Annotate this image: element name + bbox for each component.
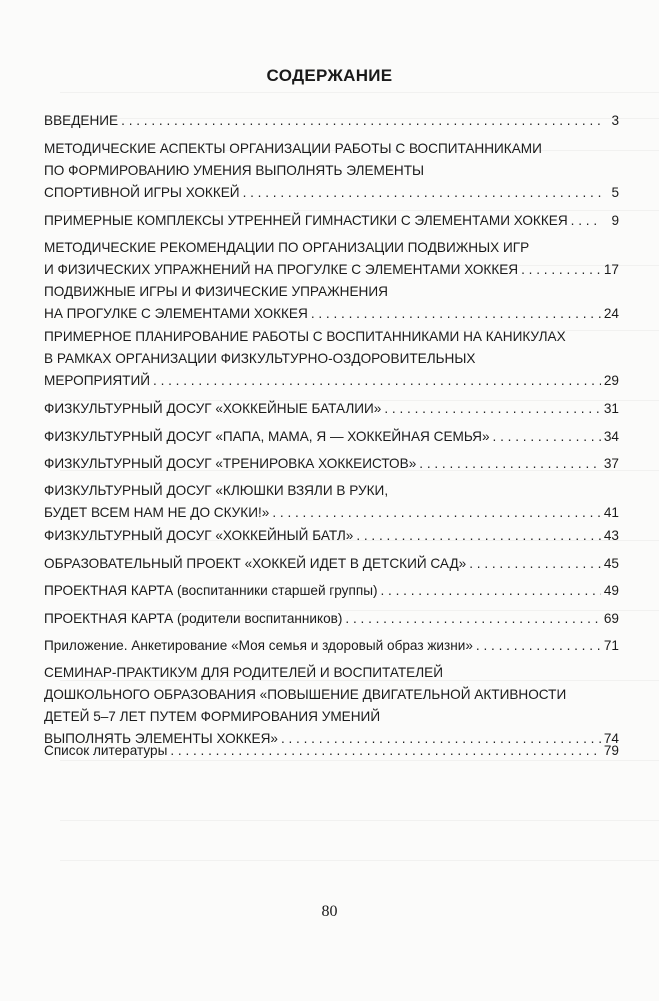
dot-leader bbox=[521, 259, 601, 281]
toc-entry-title-line: ОБРАЗОВАТЕЛЬНЫЙ ПРОЕКТ «ХОККЕЙ ИДЕТ В ДЕТСКИЙ САД» bbox=[44, 556, 467, 571]
toc-page-number: 74 bbox=[603, 731, 619, 746]
toc-entry-title-line: ФИЗКУЛЬТУРНЫЙ ДОСУГ «ХОККЕЙНЫЙ БАТЛ» bbox=[44, 528, 354, 543]
dot-leader bbox=[121, 110, 602, 132]
toc-entry-title-line: И ФИЗИЧЕСКИХ УПРАЖНЕНИЙ НА ПРОГУЛКЕ С ЭЛЕМЕНТАМИ ХОККЕЯ bbox=[44, 262, 519, 277]
toc-entry-title-line: ФИЗКУЛЬТУРНЫЙ ДОСУГ «ХОККЕЙНЫЕ БАТАЛИИ» bbox=[44, 401, 382, 416]
toc-page-number: 41 bbox=[603, 505, 619, 520]
toc-entry-title-line: СЕМИНАР-ПРАКТИКУМ ДЛЯ РОДИТЕЛЕЙ И ВОСПИТАТЕЛЕЙ bbox=[44, 665, 443, 680]
toc-page-number: 49 bbox=[603, 583, 619, 598]
toc-entry-title-line: НА ПРОГУЛКЕ С ЭЛЕМЕНТАМИ ХОККЕЯ bbox=[44, 306, 308, 321]
dot-leader bbox=[493, 426, 601, 448]
toc-entry[interactable] bbox=[44, 326, 619, 392]
toc-entry-title-line: ВЫПОЛНЯТЬ ЭЛЕМЕНТЫ ХОККЕЯ» bbox=[44, 731, 278, 746]
toc-page-number: 43 bbox=[603, 528, 619, 543]
toc-entry[interactable] bbox=[44, 398, 619, 420]
toc-entry-title-line: ФИЗКУЛЬТУРНЫЙ ДОСУГ «ПАПА, МАМА, Я — ХОККЕЙНАЯ СЕМЬЯ» bbox=[44, 429, 490, 444]
toc-page-number: 3 bbox=[611, 113, 619, 128]
toc-page-number: 9 bbox=[611, 213, 619, 228]
dot-leader bbox=[170, 740, 601, 762]
toc-entry-title-line: Список литературы bbox=[44, 743, 168, 758]
dot-leader bbox=[469, 553, 601, 575]
dot-leader bbox=[272, 502, 601, 524]
toc-entry-title-line: ДОШКОЛЬНОГО ОБРАЗОВАНИЯ «ПОВЫШЕНИЕ ДВИГАТЕЛЬНОЙ АКТИВНОСТИ bbox=[44, 687, 567, 702]
toc-entry[interactable] bbox=[44, 138, 619, 204]
toc-entry[interactable] bbox=[44, 580, 619, 602]
toc-page-number: 71 bbox=[603, 638, 619, 653]
toc-entry[interactable] bbox=[44, 608, 619, 630]
toc-entry[interactable] bbox=[44, 635, 619, 657]
dot-leader bbox=[419, 453, 601, 475]
toc-entry[interactable] bbox=[44, 525, 619, 547]
toc-entry[interactable] bbox=[44, 480, 619, 524]
toc-entry-title-line: МЕТОДИЧЕСКИЕ РЕКОМЕНДАЦИИ ПО ОРГАНИЗАЦИИ ПОДВИЖНЫХ ИГР bbox=[44, 240, 530, 255]
toc-page-number: 37 bbox=[603, 456, 619, 471]
toc-entry[interactable] bbox=[44, 740, 619, 762]
toc-page-number: 79 bbox=[603, 743, 619, 758]
toc-page-number: 31 bbox=[603, 401, 619, 416]
toc-entry[interactable] bbox=[44, 426, 619, 448]
toc-page-number: 5 bbox=[611, 185, 619, 200]
toc-entry-title-line: ПО ФОРМИРОВАНИЮ УМЕНИЯ ВЫПОЛНЯТЬ ЭЛЕМЕНТЫ bbox=[44, 163, 425, 178]
toc-page-number: 17 bbox=[603, 262, 619, 277]
toc-entry-title-line: ПРИМЕРНЫЕ КОМПЛЕКСЫ УТРЕННЕЙ ГИМНАСТИКИ С ЭЛЕМЕНТАМИ ХОККЕЯ bbox=[44, 213, 568, 228]
dot-leader bbox=[571, 210, 602, 232]
toc-entry[interactable] bbox=[44, 210, 619, 232]
toc-page-number: 29 bbox=[603, 373, 619, 388]
toc-entry-title-line: СПОРТИВНОЙ ИГРЫ ХОККЕЙ bbox=[44, 185, 240, 200]
toc-page-number: 34 bbox=[603, 429, 619, 444]
toc-page-number: 24 bbox=[603, 306, 619, 321]
toc-entry-title-line: ФИЗКУЛЬТУРНЫЙ ДОСУГ «КЛЮШКИ ВЗЯЛИ В РУКИ, bbox=[44, 483, 389, 498]
dot-leader bbox=[153, 370, 601, 392]
toc-entry[interactable] bbox=[44, 237, 619, 281]
toc-entry-title-line: ФИЗКУЛЬТУРНЫЙ ДОСУГ «ТРЕНИРОВКА ХОККЕИСТОВ» bbox=[44, 456, 417, 471]
dot-leader bbox=[311, 303, 601, 325]
toc-page-number: 45 bbox=[603, 556, 619, 571]
toc-entry-title-line: ДЕТЕЙ 5–7 ЛЕТ ПУТЕМ ФОРМИРОВАНИЯ УМЕНИЙ bbox=[44, 709, 381, 724]
dot-leader bbox=[356, 525, 601, 547]
toc-entry-title-line: ПОДВИЖНЫЕ ИГРЫ И ФИЗИЧЕСКИЕ УПРАЖНЕНИЯ bbox=[44, 284, 388, 299]
toc-entry-title-line: ПРИМЕРНОЕ ПЛАНИРОВАНИЕ РАБОТЫ С ВОСПИТАННИКАМИ НА КАНИКУЛАХ bbox=[44, 329, 566, 344]
toc-entry-title-line: Приложение. Анкетирование «Моя семья и здоровый образ жизни» bbox=[44, 638, 473, 653]
toc-entry-title-line: ПРОЕКТНАЯ КАРТА (родители воспитанников) bbox=[44, 611, 343, 626]
dot-leader bbox=[345, 608, 600, 630]
toc-entry-title-line: МЕРОПРИЯТИЙ bbox=[44, 373, 151, 388]
dot-leader bbox=[476, 635, 601, 657]
toc-page-number: 69 bbox=[603, 611, 619, 626]
toc-entry-title-line: МЕТОДИЧЕСКИЕ АСПЕКТЫ ОРГАНИЗАЦИИ РАБОТЫ С ВОСПИТАННИКАМИ bbox=[44, 141, 542, 156]
page-number: 80 bbox=[321, 903, 338, 920]
toc-entry-title-line: БУДЕТ ВСЕМ НАМ НЕ ДО СКУКИ!» bbox=[44, 505, 270, 520]
toc-entry[interactable] bbox=[44, 110, 619, 132]
toc-entry[interactable] bbox=[44, 662, 619, 750]
toc-entry[interactable] bbox=[44, 553, 619, 575]
toc-entry[interactable] bbox=[44, 281, 619, 325]
dot-leader bbox=[243, 182, 602, 204]
toc-entry[interactable] bbox=[44, 453, 619, 475]
toc-entry-title-line: ПРОЕКТНАЯ КАРТА (воспитанники старшей группы) bbox=[44, 583, 378, 598]
dot-leader bbox=[381, 580, 601, 602]
dot-leader bbox=[384, 398, 601, 420]
page-title: СОДЕРЖАНИЕ bbox=[266, 66, 393, 85]
toc-entry-title-line: ВВЕДЕНИЕ bbox=[44, 113, 119, 128]
toc-entry-title-line: В РАМКАХ ОРГАНИЗАЦИИ ФИЗКУЛЬТУРНО-ОЗДОРОВИТЕЛЬНЫХ bbox=[44, 351, 476, 366]
